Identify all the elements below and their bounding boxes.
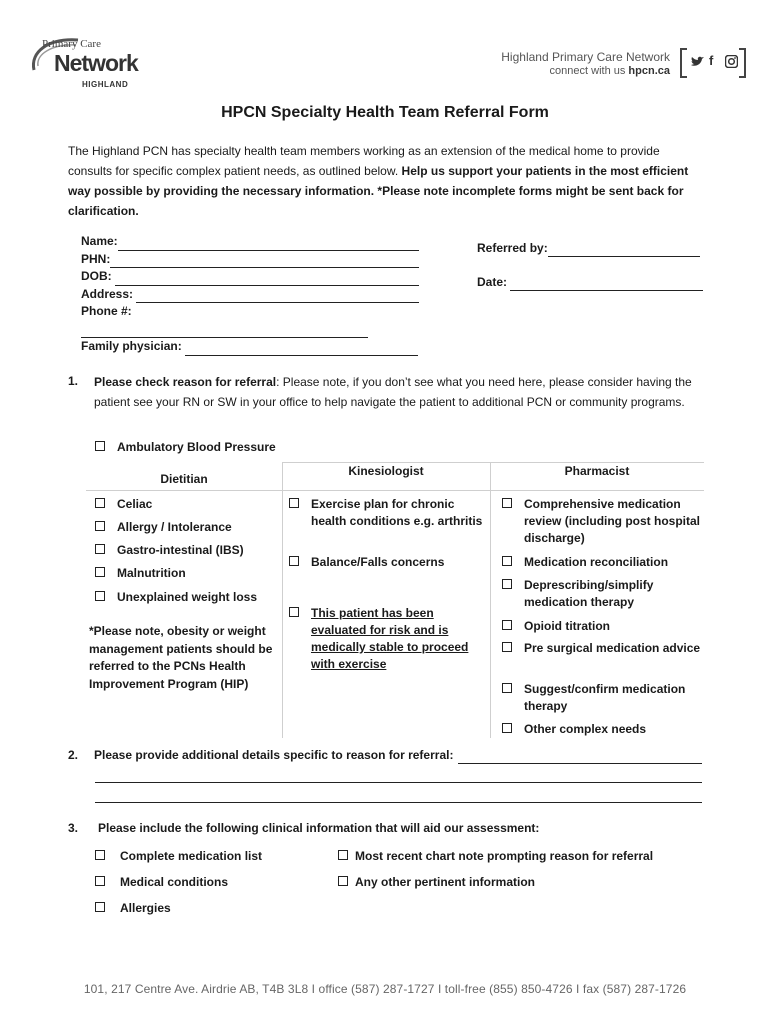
patient-fields (81, 233, 421, 356)
allergies-checkbox[interactable]: Allergies (95, 900, 325, 917)
name-field[interactable]: Name: (81, 233, 421, 251)
connect-site: hpcn.ca (628, 65, 670, 77)
checkbox-icon[interactable] (502, 556, 512, 566)
weight-loss-checkbox[interactable]: Unexplained weight loss (95, 589, 275, 606)
checkbox-icon[interactable] (338, 876, 348, 886)
checkbox-icon[interactable] (502, 642, 512, 652)
pre-surgical-checkbox[interactable]: Pre surgical medication advice (502, 640, 702, 657)
gi-checkbox[interactable]: Gastro-intestinal (IBS) (95, 542, 275, 559)
allergy-checkbox[interactable]: Allergy / Intolerance (95, 519, 275, 536)
family-physician-field[interactable]: Family physician: (81, 338, 421, 356)
intro-normal: The Highland PCN has specialty health team members working as an extension of the medical home to provide consults for specific complex patient needs, as outlined below. (68, 144, 660, 178)
phone-field[interactable]: Phone #: (81, 303, 421, 338)
medically-stable-checkbox[interactable]: This patient has been evaluated for risk and is medically stable to proceed with exercise (289, 605, 484, 673)
grid-divider-1 (282, 462, 283, 738)
pharmacist-header: Pharmacist (564, 464, 630, 478)
medical-conditions-checkbox[interactable]: Medical conditions (95, 874, 325, 891)
deprescribing-checkbox[interactable]: Deprescribing/simplify medication therapy (502, 577, 702, 611)
section3-label: Please include the following clinical information that will aid our assessment: (98, 821, 540, 835)
logo-line1: Primary Care (42, 38, 101, 50)
date-field[interactable]: Date: (477, 274, 717, 291)
logo-line3: HIGHLAND (82, 80, 129, 89)
section2-number: 2. (68, 748, 79, 762)
checkbox-icon[interactable] (502, 683, 512, 693)
intro-bold: Help us support your patients in the most efficient way possible by providing the necessary information. *Please note incomplete forms might be sent back for clarification. (68, 164, 689, 218)
social-bracket-right (739, 48, 746, 78)
med-list-checkbox[interactable]: Complete medication list (95, 848, 325, 865)
grid-divider-2 (490, 462, 491, 738)
pertinent-info-checkbox[interactable]: Any other pertinent information (338, 874, 708, 891)
facebook-icon[interactable]: f (709, 53, 714, 68)
chart-note-checkbox[interactable]: Most recent chart note prompting reason for referral (338, 848, 708, 865)
section1-text: Please check reason for referral: Please note, if you don’t see what you need here, please consider having the patient see your RN or SW in your office to help navigate the patient to additional PCN or community programs. (94, 375, 692, 409)
checkbox-icon[interactable] (95, 591, 105, 601)
checkbox-icon[interactable] (95, 521, 105, 531)
comprehensive-review-checkbox[interactable]: Comprehensive medication review (including post hospital discharge) (502, 496, 702, 547)
section2-answer-line-2[interactable] (95, 782, 702, 783)
twitter-icon[interactable] (690, 56, 704, 68)
checkbox-icon[interactable] (502, 579, 512, 589)
checkbox-icon[interactable] (95, 850, 105, 860)
dietitian-note: *Please note, obesity or weight management patients should be referred to the PCNs Health Improvement Program (HIP) (89, 624, 273, 691)
footer-address: 101, 217 Centre Ave. Airdrie AB, T4B 3L8 I office (587) 287-1727 I toll-free (855) 850-4726 I fax (587) 287-1726 (83, 982, 687, 996)
social-icons (680, 48, 746, 76)
org-name: Highland Primary Care Network (501, 50, 670, 64)
instagram-icon[interactable] (725, 55, 738, 68)
checkbox-icon[interactable] (289, 607, 299, 617)
connect-line (460, 64, 670, 78)
phn-field[interactable]: PHN: (81, 251, 421, 269)
section1-number: 1. (68, 374, 79, 388)
checkbox-icon[interactable] (289, 498, 299, 508)
connect-prefix: connect with us (549, 65, 629, 77)
checkbox-icon[interactable] (95, 902, 105, 912)
checkbox-icon[interactable] (502, 498, 512, 508)
other-complex-checkbox[interactable]: Other complex needs (502, 721, 702, 738)
opioid-titration-checkbox[interactable]: Opioid titration (502, 618, 702, 635)
grid-header-line (86, 490, 704, 491)
intro-paragraph (68, 141, 704, 221)
checkbox-icon[interactable] (338, 850, 348, 860)
checkbox-icon[interactable] (95, 544, 105, 554)
checkbox-icon[interactable] (502, 723, 512, 733)
checkbox-icon[interactable] (95, 567, 105, 577)
section3-number: 3. (68, 821, 79, 835)
dob-field[interactable]: DOB: (81, 268, 421, 286)
page-title: HPCN Specialty Health Team Referral Form (221, 104, 549, 121)
suggest-confirm-checkbox[interactable]: Suggest/confirm medication therapy (502, 681, 702, 715)
checkbox-icon[interactable] (95, 441, 105, 451)
section2-answer-line-3[interactable] (95, 802, 702, 803)
section2-label: Please provide additional details specific to reason for referral: (94, 748, 454, 762)
header-contact (460, 50, 670, 78)
logo (26, 36, 136, 94)
logo-line2: Network (54, 50, 138, 76)
referred-by-field[interactable]: Referred by: (477, 240, 717, 257)
balance-falls-checkbox[interactable]: Balance/Falls concerns (289, 554, 484, 571)
checkbox-icon[interactable] (95, 876, 105, 886)
address-field[interactable]: Address: (81, 286, 421, 304)
checkbox-icon[interactable] (289, 556, 299, 566)
checkbox-icon[interactable] (95, 498, 105, 508)
checkbox-icon[interactable] (502, 620, 512, 630)
dietitian-header: Dietitian (160, 472, 208, 486)
section2-answer-line-1[interactable] (458, 763, 702, 764)
grid-top-line (282, 462, 704, 463)
kinesiologist-header: Kinesiologist (348, 464, 424, 478)
social-bracket-left (680, 48, 687, 78)
ambulatory-bp-checkbox[interactable]: Ambulatory Blood Pressure (95, 439, 395, 456)
exercise-plan-checkbox[interactable]: Exercise plan for chronic health conditions e.g. arthritis (289, 496, 484, 530)
celiac-checkbox[interactable]: Celiac (95, 496, 275, 513)
malnutrition-checkbox[interactable]: Malnutrition (95, 565, 275, 582)
med-reconciliation-checkbox[interactable]: Medication reconciliation (502, 554, 702, 571)
